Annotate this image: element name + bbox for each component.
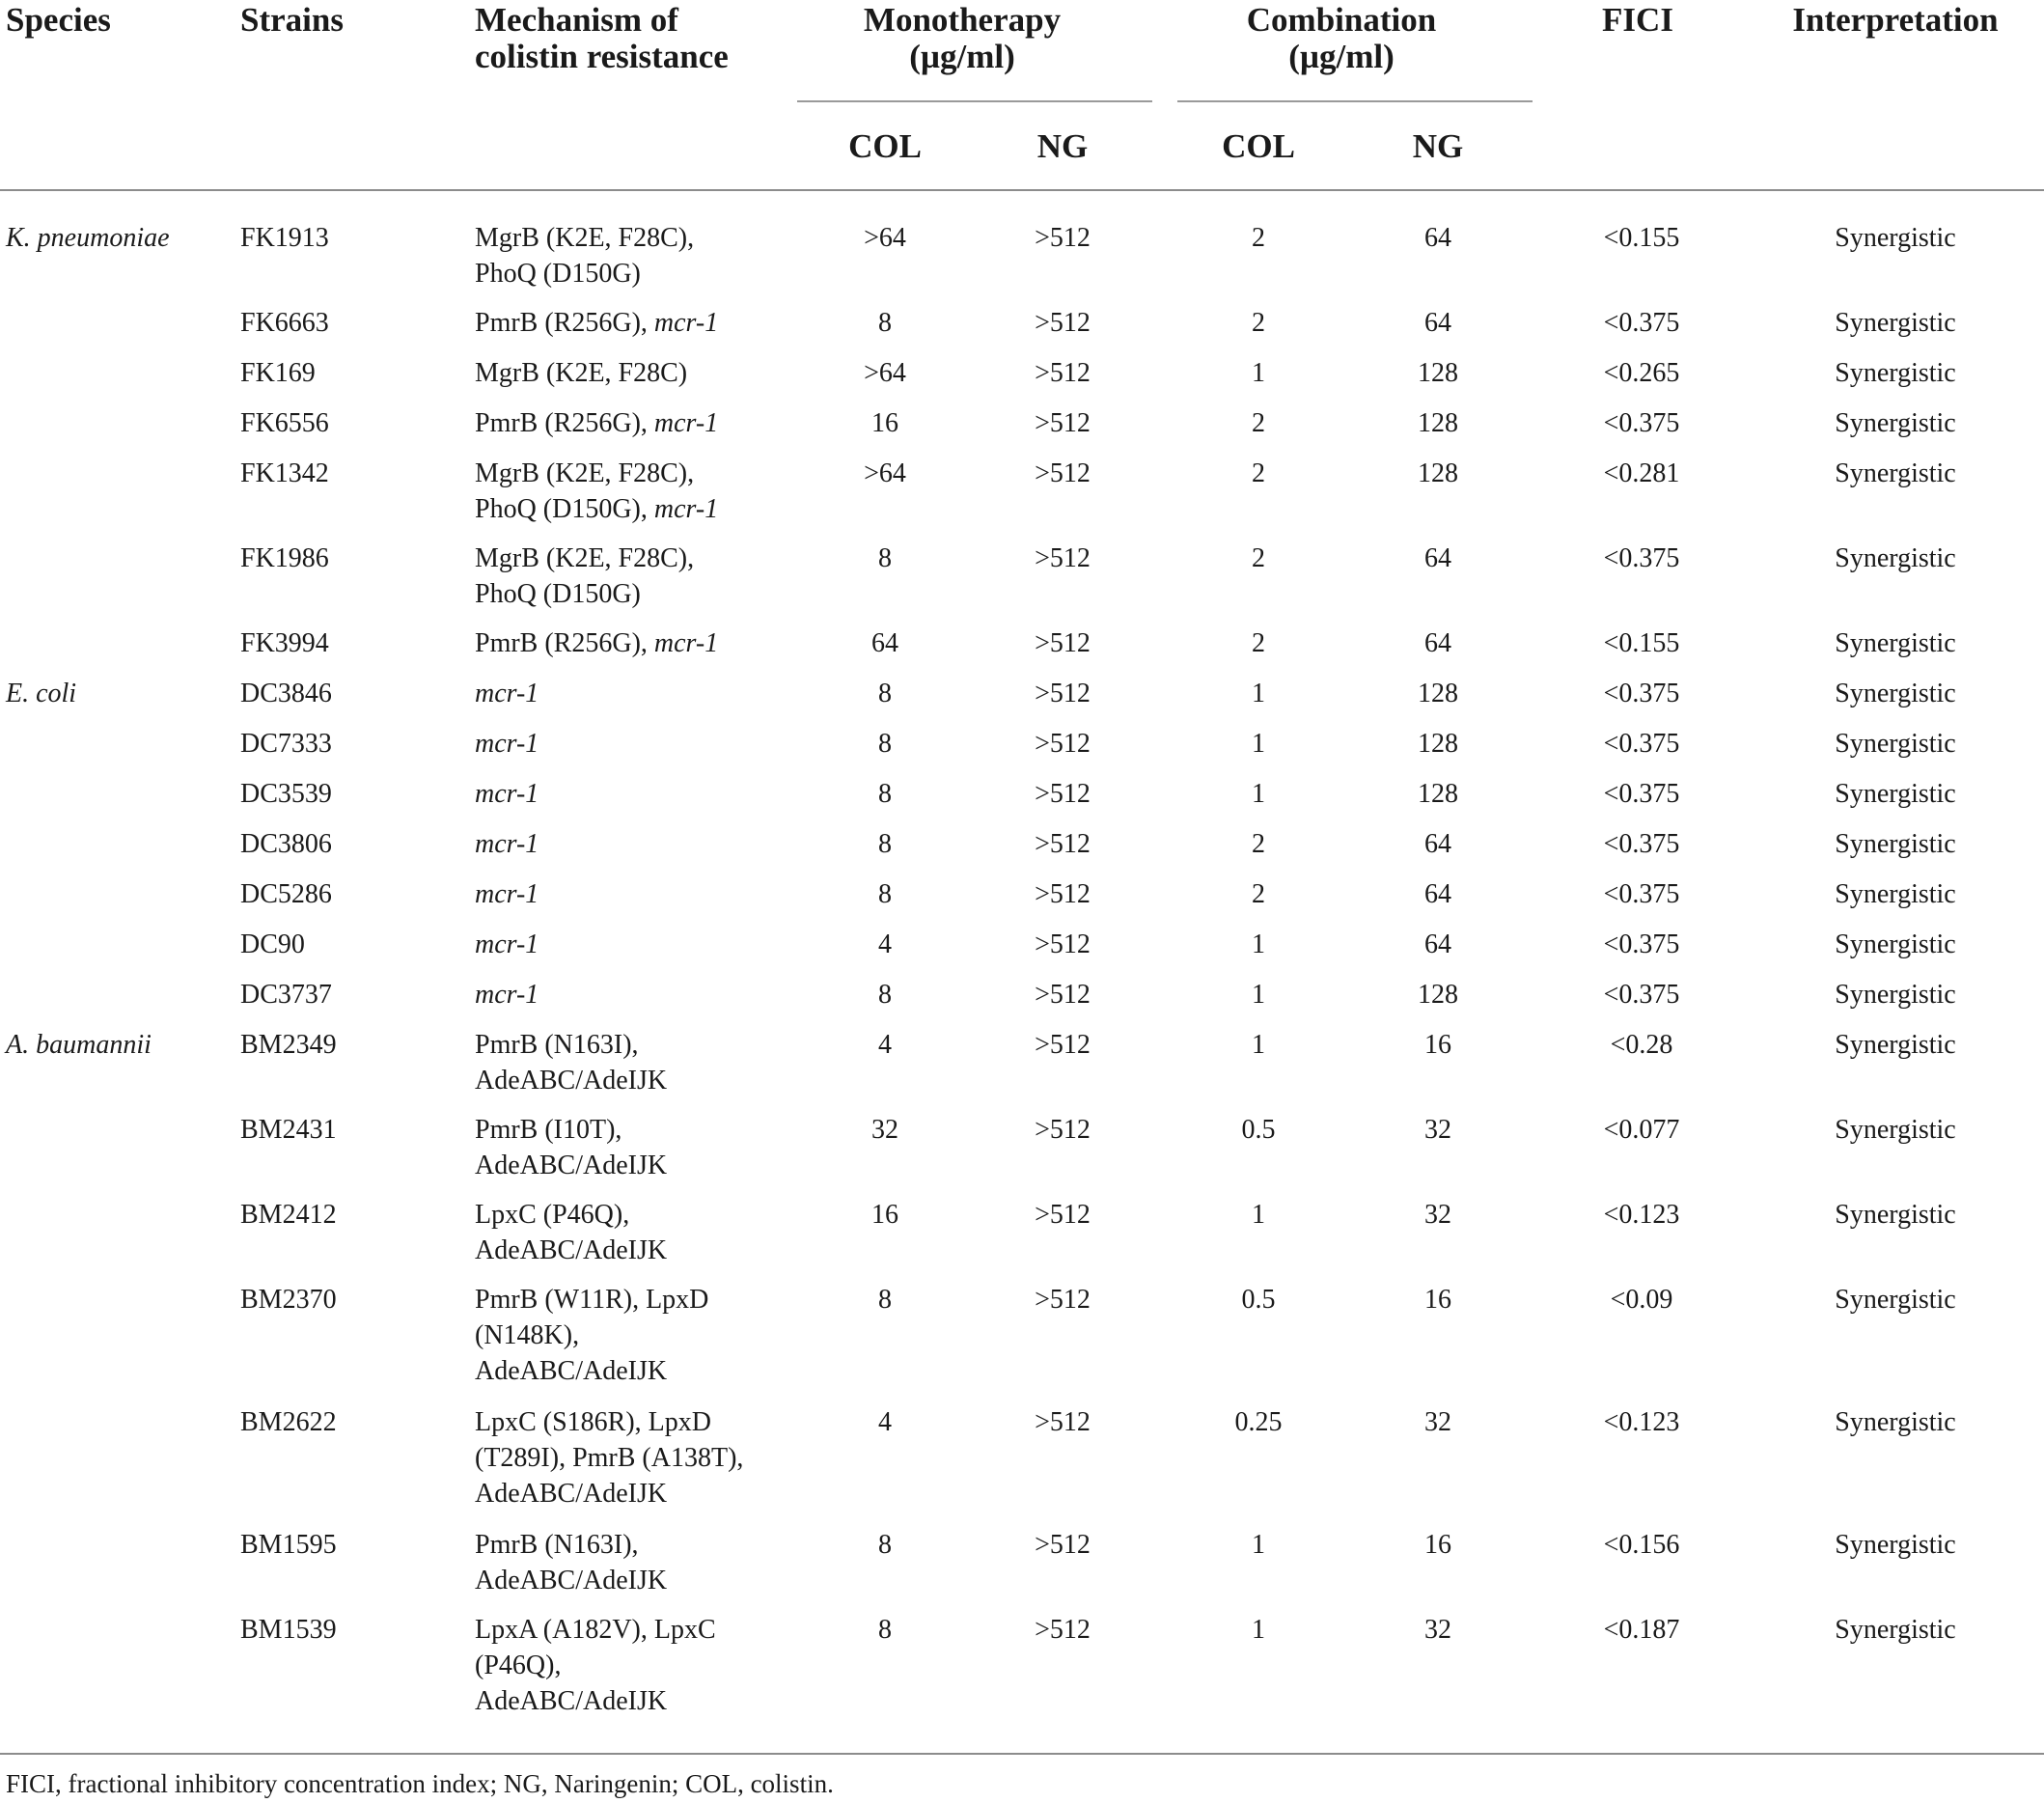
mono-col-cell: 8 xyxy=(878,829,892,859)
mechanism-text: mcr-1 xyxy=(653,628,719,658)
comb-col-cell: 0.25 xyxy=(1234,1407,1283,1437)
mono-col-cell: 4 xyxy=(878,1030,892,1060)
strain-cell: FK169 xyxy=(240,358,316,388)
mechanism-text: mcr-1 xyxy=(653,494,719,524)
mechanism-line xyxy=(475,305,718,341)
header-monotherapy-line2: (µg/ml) xyxy=(909,38,1015,75)
fici-cell: <0.375 xyxy=(1603,729,1680,759)
mechanism-line xyxy=(475,1476,667,1512)
mono-ng-cell: >512 xyxy=(1035,779,1091,809)
strain-cell: FK3994 xyxy=(240,628,329,658)
comb-col-cell: 1 xyxy=(1252,1615,1265,1645)
comb-ng-cell: 32 xyxy=(1424,1407,1451,1437)
mechanism-line xyxy=(475,1318,579,1353)
mechanism-text: LpxC (P46Q), xyxy=(475,1200,630,1230)
mechanism-text: PmrB (I10T), xyxy=(475,1115,622,1145)
mechanism-line xyxy=(475,676,539,711)
interpretation-cell: Synergistic xyxy=(1835,1615,1956,1645)
interpretation-cell: Synergistic xyxy=(1835,1030,1956,1060)
interpretation-cell: Synergistic xyxy=(1835,1200,1956,1230)
mechanism-line xyxy=(475,355,687,391)
comb-ng-cell: 64 xyxy=(1424,543,1451,573)
mechanism-line xyxy=(475,1683,667,1719)
fici-cell: <0.375 xyxy=(1603,980,1680,1010)
comb-ng-cell: 128 xyxy=(1418,729,1458,759)
mechanism-line xyxy=(475,1563,667,1598)
mono-ng-cell: >512 xyxy=(1035,1407,1091,1437)
comb-col-cell: 1 xyxy=(1252,679,1265,708)
header-species: Species xyxy=(6,1,111,39)
comb-col-cell: 2 xyxy=(1252,223,1265,253)
comb-col-cell: 1 xyxy=(1252,1030,1265,1060)
mechanism-line xyxy=(475,576,641,612)
strain-cell: BM2349 xyxy=(240,1030,337,1060)
mechanism-line xyxy=(475,726,539,762)
interpretation-cell: Synergistic xyxy=(1835,980,1956,1010)
mechanism-text: MgrB (K2E, F28C), xyxy=(475,458,695,488)
fici-cell: <0.375 xyxy=(1603,929,1680,959)
fici-cell: <0.375 xyxy=(1603,408,1680,438)
mechanism-line xyxy=(475,1612,716,1648)
fici-cell: <0.123 xyxy=(1603,1407,1680,1437)
subheader-comb-col: COL xyxy=(1222,127,1295,165)
mechanism-text: PmrB (W11R), LpxD xyxy=(475,1285,709,1315)
mono-col-cell: >64 xyxy=(864,458,906,488)
mechanism-text: mcr-1 xyxy=(475,779,539,809)
comb-col-cell: 2 xyxy=(1252,543,1265,573)
mechanism-text: PmrB (N163I), xyxy=(475,1530,639,1560)
header-bottom-rule xyxy=(0,189,2044,191)
mechanism-line xyxy=(475,776,539,812)
mechanism-text: MgrB (K2E, F28C), xyxy=(475,543,695,573)
strain-cell: BM2431 xyxy=(240,1115,337,1145)
mechanism-line xyxy=(475,1027,639,1063)
mono-ng-cell: >512 xyxy=(1035,980,1091,1010)
header-strains: Strains xyxy=(240,1,344,39)
comb-col-cell: 1 xyxy=(1252,929,1265,959)
comb-col-cell: 2 xyxy=(1252,458,1265,488)
mechanism-line xyxy=(475,927,539,962)
strain-cell: FK1986 xyxy=(240,543,329,573)
subheader-mono-col: COL xyxy=(848,127,922,165)
mechanism-text: LpxC (S186R), LpxD xyxy=(475,1407,711,1437)
fici-cell: <0.09 xyxy=(1610,1285,1673,1315)
mechanism-text: mcr-1 xyxy=(475,829,539,859)
interpretation-cell: Synergistic xyxy=(1835,628,1956,658)
comb-col-cell: 1 xyxy=(1252,729,1265,759)
interpretation-cell: Synergistic xyxy=(1835,779,1956,809)
mechanism-text: PmrB (R256G), xyxy=(475,628,654,658)
mechanism-text: mcr-1 xyxy=(475,729,539,759)
fici-cell: <0.281 xyxy=(1603,458,1680,488)
mechanism-line xyxy=(475,1404,711,1440)
mechanism-text: AdeABC/AdeIJK xyxy=(475,1066,668,1096)
mono-col-cell: 8 xyxy=(878,980,892,1010)
mechanism-text: mcr-1 xyxy=(475,929,539,959)
mechanism-line xyxy=(475,1440,743,1476)
strain-cell: DC5286 xyxy=(240,879,332,909)
mechanism-text: mcr-1 xyxy=(475,679,539,708)
mechanism-text: PhoQ (D150G) xyxy=(475,259,641,289)
fici-cell: <0.28 xyxy=(1610,1030,1673,1060)
fici-cell: <0.375 xyxy=(1603,879,1680,909)
mechanism-text: MgrB (K2E, F28C), xyxy=(475,223,695,253)
mechanism-text: AdeABC/AdeIJK xyxy=(475,1566,668,1595)
mono-ng-cell: >512 xyxy=(1035,358,1091,388)
strain-cell: DC3846 xyxy=(240,679,332,708)
comb-col-cell: 2 xyxy=(1252,408,1265,438)
strain-cell: BM2412 xyxy=(240,1200,337,1230)
mono-col-cell: 8 xyxy=(878,679,892,708)
mono-ng-cell: >512 xyxy=(1035,1115,1091,1145)
table-footnote: FICI, fractional inhibitory concentration index; NG, Naringenin; COL, colistin. xyxy=(6,1769,834,1798)
mechanism-line xyxy=(475,1197,629,1233)
mono-ng-cell: >512 xyxy=(1035,1285,1091,1315)
mechanism-text: MgrB (K2E, F28C) xyxy=(475,358,688,388)
mono-col-cell: 8 xyxy=(878,543,892,573)
mono-col-cell: 8 xyxy=(878,1615,892,1645)
strain-cell: DC3737 xyxy=(240,980,332,1010)
interpretation-cell: Synergistic xyxy=(1835,1285,1956,1315)
mono-ng-cell: >512 xyxy=(1035,408,1091,438)
mono-ng-cell: >512 xyxy=(1035,829,1091,859)
mechanism-text: AdeABC/AdeIJK xyxy=(475,1686,668,1716)
mechanism-line xyxy=(475,625,718,661)
mono-col-cell: 4 xyxy=(878,929,892,959)
header-monotherapy-line1: Monotherapy xyxy=(863,1,1062,39)
comb-ng-cell: 128 xyxy=(1418,980,1458,1010)
strain-cell: DC3806 xyxy=(240,829,332,859)
fici-cell: <0.156 xyxy=(1603,1530,1680,1560)
mechanism-line xyxy=(475,1063,667,1098)
fici-cell: <0.265 xyxy=(1603,358,1680,388)
comb-col-cell: 1 xyxy=(1252,358,1265,388)
fici-cell: <0.077 xyxy=(1603,1115,1680,1145)
mechanism-text: LpxA (A182V), LpxC xyxy=(475,1615,716,1645)
mono-ng-cell: >512 xyxy=(1035,543,1091,573)
table-bottom-rule xyxy=(0,1753,2044,1755)
comb-ng-cell: 64 xyxy=(1424,308,1451,338)
mono-col-cell: 8 xyxy=(878,1285,892,1315)
mono-col-cell: 4 xyxy=(878,1407,892,1437)
mechanism-text: (T289I), PmrB (A138T), xyxy=(475,1443,744,1473)
mono-col-cell: >64 xyxy=(864,358,906,388)
comb-ng-cell: 128 xyxy=(1418,408,1458,438)
mechanism-line xyxy=(475,876,539,912)
mono-col-cell: 8 xyxy=(878,879,892,909)
fici-cell: <0.375 xyxy=(1603,779,1680,809)
comb-ng-cell: 16 xyxy=(1424,1285,1451,1315)
mechanism-text: AdeABC/AdeIJK xyxy=(475,1151,668,1180)
mechanism-text: PmrB (N163I), xyxy=(475,1030,639,1060)
interpretation-cell: Synergistic xyxy=(1835,1530,1956,1560)
strain-cell: BM1539 xyxy=(240,1615,337,1645)
mono-ng-cell: >512 xyxy=(1035,679,1091,708)
interpretation-cell: Synergistic xyxy=(1835,408,1956,438)
comb-ng-cell: 16 xyxy=(1424,1530,1451,1560)
strain-cell: BM2622 xyxy=(240,1407,337,1437)
mono-col-cell: 64 xyxy=(871,628,898,658)
mechanism-text: PhoQ (D150G), xyxy=(475,494,654,524)
mechanism-line xyxy=(475,1148,667,1183)
mono-ng-cell: >512 xyxy=(1035,1615,1091,1645)
mechanism-text: mcr-1 xyxy=(475,879,539,909)
mechanism-text: mcr-1 xyxy=(475,980,539,1010)
mono-ng-cell: >512 xyxy=(1035,879,1091,909)
comb-col-cell: 1 xyxy=(1252,1530,1265,1560)
comb-col-cell: 2 xyxy=(1252,628,1265,658)
mono-col-cell: 8 xyxy=(878,779,892,809)
interpretation-cell: Synergistic xyxy=(1835,679,1956,708)
comb-ng-cell: 128 xyxy=(1418,458,1458,488)
mono-col-cell: 16 xyxy=(871,408,898,438)
comb-ng-cell: 32 xyxy=(1424,1200,1451,1230)
fici-cell: <0.155 xyxy=(1603,628,1680,658)
mechanism-text: AdeABC/AdeIJK xyxy=(475,1235,668,1265)
interpretation-cell: Synergistic xyxy=(1835,829,1956,859)
comb-col-cell: 1 xyxy=(1252,1200,1265,1230)
mechanism-line xyxy=(475,977,539,1012)
mono-ng-cell: >512 xyxy=(1035,1030,1091,1060)
fici-cell: <0.375 xyxy=(1603,543,1680,573)
fici-cell: <0.375 xyxy=(1603,679,1680,708)
combination-group-rule xyxy=(1177,100,1533,102)
strain-cell: DC90 xyxy=(240,929,305,959)
strain-cell: BM2370 xyxy=(240,1285,337,1315)
comb-ng-cell: 32 xyxy=(1424,1615,1451,1645)
mechanism-text: AdeABC/AdeIJK xyxy=(475,1356,668,1386)
mechanism-line xyxy=(475,491,718,527)
mono-ng-cell: >512 xyxy=(1035,223,1091,253)
comb-ng-cell: 64 xyxy=(1424,829,1451,859)
fici-cell: <0.375 xyxy=(1603,308,1680,338)
header-mechanism-line1: Mechanism of xyxy=(475,1,678,39)
comb-col-cell: 0.5 xyxy=(1241,1115,1276,1145)
comb-col-cell: 0.5 xyxy=(1241,1285,1276,1315)
interpretation-cell: Synergistic xyxy=(1835,1407,1956,1437)
species-cell: E. coli xyxy=(6,679,77,708)
strain-cell: FK1342 xyxy=(240,458,329,488)
mono-ng-cell: >512 xyxy=(1035,1530,1091,1560)
mechanism-line xyxy=(475,1648,561,1683)
comb-ng-cell: 64 xyxy=(1424,628,1451,658)
mono-ng-cell: >512 xyxy=(1035,628,1091,658)
fici-cell: <0.123 xyxy=(1603,1200,1680,1230)
monotherapy-group-rule xyxy=(797,100,1152,102)
mechanism-line xyxy=(475,826,539,862)
mono-col-cell: 8 xyxy=(878,308,892,338)
interpretation-cell: Synergistic xyxy=(1835,1115,1956,1145)
mechanism-line xyxy=(475,456,694,491)
mechanism-text: mcr-1 xyxy=(653,408,719,438)
mono-col-cell: 8 xyxy=(878,729,892,759)
comb-ng-cell: 32 xyxy=(1424,1115,1451,1145)
mono-ng-cell: >512 xyxy=(1035,308,1091,338)
mechanism-line xyxy=(475,405,718,441)
mechanism-text: PmrB (R256G), xyxy=(475,408,654,438)
interpretation-cell: Synergistic xyxy=(1835,929,1956,959)
mechanism-line xyxy=(475,220,694,256)
mono-col-cell: >64 xyxy=(864,223,906,253)
comb-col-cell: 1 xyxy=(1252,980,1265,1010)
comb-ng-cell: 128 xyxy=(1418,779,1458,809)
interpretation-cell: Synergistic xyxy=(1835,358,1956,388)
comb-ng-cell: 128 xyxy=(1418,679,1458,708)
strain-cell: FK6556 xyxy=(240,408,329,438)
comb-ng-cell: 64 xyxy=(1424,929,1451,959)
comb-col-cell: 2 xyxy=(1252,879,1265,909)
mechanism-line xyxy=(475,256,641,291)
comb-col-cell: 1 xyxy=(1252,779,1265,809)
strain-cell: FK6663 xyxy=(240,308,329,338)
mono-col-cell: 8 xyxy=(878,1530,892,1560)
mechanism-text: (N148K), xyxy=(475,1320,580,1350)
mechanism-text: PmrB (R256G), xyxy=(475,308,654,338)
comb-col-cell: 2 xyxy=(1252,829,1265,859)
interpretation-cell: Synergistic xyxy=(1835,729,1956,759)
interpretation-cell: Synergistic xyxy=(1835,458,1956,488)
header-fici: FICI xyxy=(1602,1,1673,39)
mechanism-line xyxy=(475,1282,708,1318)
interpretation-cell: Synergistic xyxy=(1835,223,1956,253)
mechanism-line xyxy=(475,1112,621,1148)
comb-ng-cell: 64 xyxy=(1424,879,1451,909)
mechanism-text: PhoQ (D150G) xyxy=(475,579,641,609)
comb-ng-cell: 64 xyxy=(1424,223,1451,253)
mono-col-cell: 32 xyxy=(871,1115,898,1145)
strain-cell: FK1913 xyxy=(240,223,329,253)
fici-cell: <0.187 xyxy=(1603,1615,1680,1645)
mechanism-line xyxy=(475,1233,667,1268)
header-combination-line2: (µg/ml) xyxy=(1288,38,1395,75)
mechanism-text: AdeABC/AdeIJK xyxy=(475,1479,668,1509)
mono-ng-cell: >512 xyxy=(1035,729,1091,759)
interpretation-cell: Synergistic xyxy=(1835,308,1956,338)
interpretation-cell: Synergistic xyxy=(1835,543,1956,573)
species-cell: A. baumannii xyxy=(6,1030,152,1060)
strain-cell: DC3539 xyxy=(240,779,332,809)
mono-col-cell: 16 xyxy=(871,1200,898,1230)
interpretation-cell: Synergistic xyxy=(1835,879,1956,909)
comb-ng-cell: 128 xyxy=(1418,358,1458,388)
mono-ng-cell: >512 xyxy=(1035,458,1091,488)
comb-col-cell: 2 xyxy=(1252,308,1265,338)
mechanism-line xyxy=(475,1353,667,1389)
strain-cell: BM1595 xyxy=(240,1530,337,1560)
mechanism-text: (P46Q), xyxy=(475,1650,562,1680)
mechanism-line xyxy=(475,1527,639,1563)
header-combination-line1: Combination xyxy=(1246,1,1437,39)
fici-cell: <0.155 xyxy=(1603,223,1680,253)
mono-ng-cell: >512 xyxy=(1035,929,1091,959)
fici-cell: <0.375 xyxy=(1603,829,1680,859)
header-mechanism-line2: colistin resistance xyxy=(475,38,729,75)
comb-ng-cell: 16 xyxy=(1424,1030,1451,1060)
mechanism-text: mcr-1 xyxy=(653,308,719,338)
mono-ng-cell: >512 xyxy=(1035,1200,1091,1230)
header-interpretation: Interpretation xyxy=(1792,1,1999,39)
mechanism-line xyxy=(475,541,694,576)
species-cell: K. pneumoniae xyxy=(6,223,170,253)
subheader-comb-ng: NG xyxy=(1412,127,1464,165)
strain-cell: DC7333 xyxy=(240,729,332,759)
subheader-mono-ng: NG xyxy=(1036,127,1089,165)
